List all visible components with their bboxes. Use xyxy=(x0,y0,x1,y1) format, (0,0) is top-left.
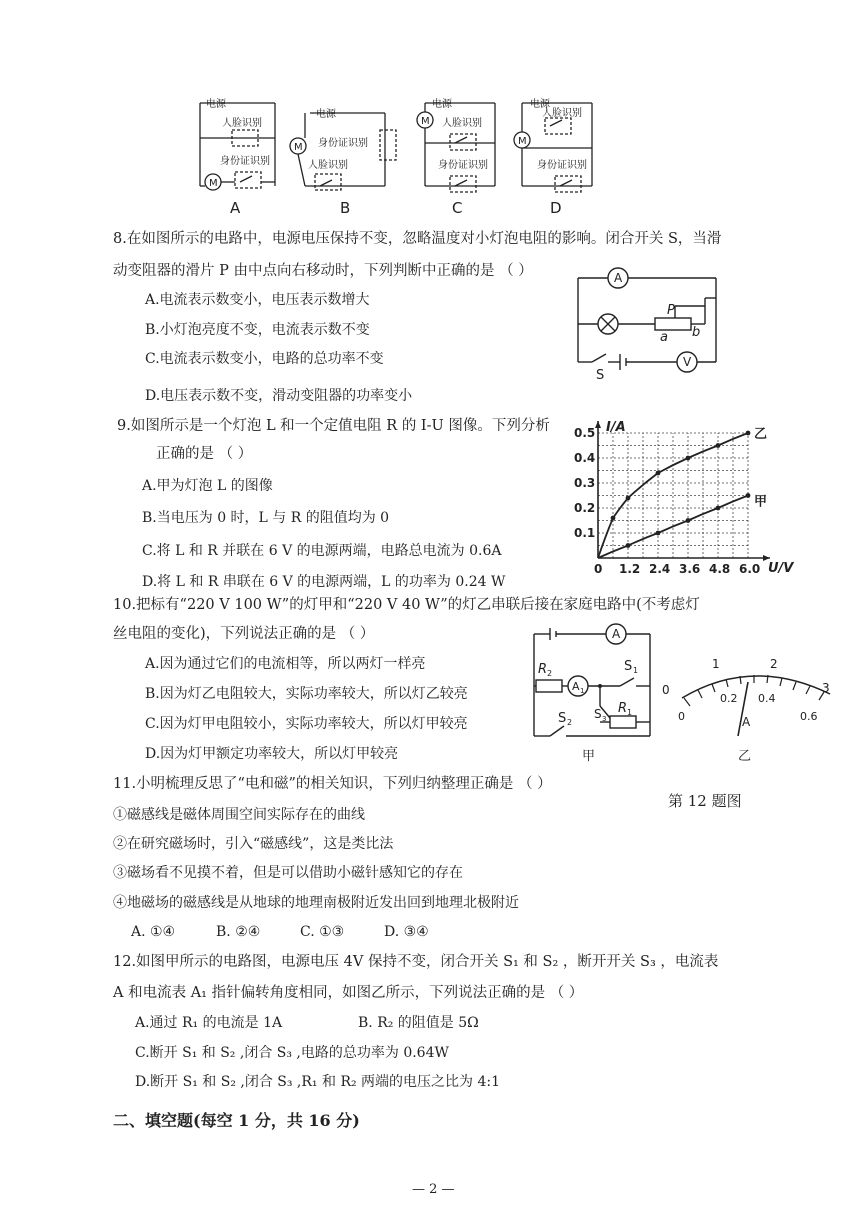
ammeter-label: A xyxy=(614,271,623,285)
q9-option-d: D.将 L 和 R 串联在 6 V 的电源两端，L 的功率为 0.24 W xyxy=(142,574,506,590)
series-point xyxy=(656,471,661,476)
d-face-label: 人脸识别 xyxy=(542,108,582,119)
x-axis-label: U/V xyxy=(768,561,794,576)
ammeter-a1-label: A xyxy=(572,680,580,693)
q12-stem-line2: A 和电流表 A₁ 指针偏转角度相同，如图乙所示，下列说法正确的是 （ ） xyxy=(113,985,584,1001)
series-point xyxy=(746,431,751,436)
section-2-title: 二、填空题(每空 1 分，共 16 分) xyxy=(113,1111,360,1130)
series-point xyxy=(716,443,721,448)
fig-yi-label: 乙 xyxy=(738,749,752,764)
meter-upper-1: 1 xyxy=(712,657,720,671)
s2-label: S xyxy=(558,711,567,726)
q10-option-b: B.因为灯乙电阻较大，实际功率较大，所以灯乙较亮 xyxy=(145,686,468,702)
q8-stem-line1: 8.在如图所示的电路中，电源电压保持不变，忽略温度对小灯泡电阻的影响。闭合开关 S，当滑 xyxy=(113,231,722,247)
series-point xyxy=(611,516,616,521)
y-axis-label: I/A xyxy=(606,420,626,435)
meter-lower-2: 0.4 xyxy=(758,692,776,705)
meter-upper-3: 3 xyxy=(822,681,830,695)
b-motor-label: M xyxy=(294,142,303,153)
x-tick-label: 2.4 xyxy=(649,562,671,576)
svg-text:2: 2 xyxy=(567,718,573,727)
series-point xyxy=(686,518,691,523)
series-point xyxy=(626,496,631,501)
meter-upper-2: 2 xyxy=(770,657,778,671)
q11-choice-c: C. ①③ xyxy=(300,924,345,940)
q12-option-d: D.断开 S₁ 和 S₂ ,闭合 S₃ ,R₁ 和 R₂ 两端的电压之比为 4:1 xyxy=(135,1074,501,1090)
option-letter-c: C xyxy=(452,199,463,217)
q11-item-2: ②在研究磁场时，引入“磁感线”，这是类比法 xyxy=(113,836,394,852)
series-label: 乙 xyxy=(754,427,768,442)
a-motor-label: M xyxy=(209,178,218,189)
q11-item-1: ①磁感线是磁体周围空间实际存在的曲线 xyxy=(113,807,365,823)
q11-choice-d: D. ③④ xyxy=(384,924,429,940)
meter-lower-3: 0.6 xyxy=(800,710,818,723)
meter-needle-label: A xyxy=(742,715,751,729)
r1-label: R xyxy=(618,701,628,716)
q12-stem-line1: 12.如图甲所示的电路图，电源电压 4V 保持不变，闭合开关 S₁ 和 S₂ ，断开开关 S₃ ，电流表 xyxy=(113,954,719,970)
svg-text:1: 1 xyxy=(633,666,639,675)
x-tick-label: 6.0 xyxy=(739,562,761,576)
q11-choice-a: A. ①④ xyxy=(131,924,176,940)
b-id-label: 身份证识别 xyxy=(318,138,368,149)
option-letter-b: B xyxy=(340,199,351,217)
r2-label: R xyxy=(538,662,548,677)
q12-circuit-jia xyxy=(520,618,660,768)
y-tick-label: 0.2 xyxy=(574,501,596,515)
series-line-yi xyxy=(598,433,748,558)
x-tick-label: 0 xyxy=(594,562,603,576)
q12-option-a: A.通过 R₁ 的电流是 1A xyxy=(135,1015,283,1031)
q11-stem: 11.小明梳理反思了“电和磁”的相关知识，下列归纳整理正确是 （ ） xyxy=(113,776,552,792)
q8-option-d: D.电压表示数不变，滑动变阻器的功率变小 xyxy=(145,388,413,404)
b-face-label: 人脸识别 xyxy=(308,160,348,171)
y-tick-label: 0.5 xyxy=(574,426,596,440)
a-face-label: 人脸识别 xyxy=(222,118,262,129)
circuit-b xyxy=(290,113,396,190)
s1-label: S xyxy=(624,659,633,674)
meter-lower-0: 0 xyxy=(678,710,685,723)
y-tick-label: 0.1 xyxy=(574,526,596,540)
q10-stem-line2: 丝电阻的变化)，下列说法正确的是 （ ） xyxy=(113,626,375,642)
q10-option-c: C.因为灯甲电阻较小，实际功率较大，所以灯甲较亮 xyxy=(145,716,468,732)
q9-option-c: C.将 L 和 R 并联在 6 V 的电源两端，电路总电流为 0.6A xyxy=(142,543,502,559)
q10-option-a: A.因为通过它们的电流相等，所以两灯一样亮 xyxy=(145,656,426,672)
y-axis-arrow xyxy=(595,421,601,428)
iu-graph xyxy=(570,420,794,584)
c-power-label: 电源 xyxy=(432,99,452,110)
series-point xyxy=(746,493,751,498)
series-label: 甲 xyxy=(754,494,768,510)
q11-item-4: ④地磁场的磁感线是从地球的地理南极附近发出回到地理北极附近 xyxy=(113,895,519,911)
b-power-label: 电源 xyxy=(316,109,336,120)
option-letter-a: A xyxy=(230,199,241,217)
q12-option-c: C.断开 S₁ 和 S₂ ,闭合 S₃ ,电路的总功率为 0.64W xyxy=(135,1045,449,1061)
q8-stem-line2: 动变阻器的滑片 P 由中点向右移动时，下列判断中正确的是 （ ） xyxy=(113,263,533,279)
q12-figure-caption: 第 12 题图 xyxy=(668,792,742,810)
switch-s-label: S xyxy=(596,368,605,383)
q11-item-3: ③磁场看不见摸不着，但是可以借助小磁针感知它的存在 xyxy=(113,865,463,881)
q9-option-a: A.甲为灯泡 L 的图像 xyxy=(142,478,273,494)
a-id-label: 身份证识别 xyxy=(220,156,270,167)
svg-text:3: 3 xyxy=(602,715,607,723)
c-face-label: 人脸识别 xyxy=(442,118,482,129)
ammeter-a-label: A xyxy=(612,627,621,641)
end-b-label: b xyxy=(692,325,701,340)
circuit-a xyxy=(200,103,275,190)
series-point xyxy=(626,543,631,548)
q9-stem-line1: 9.如图所示是一个灯泡 L 和一个定值电阻 R 的 I-U 图像。下列分析 xyxy=(117,418,550,434)
d-motor-label: M xyxy=(518,136,527,147)
y-tick-label: 0.3 xyxy=(574,476,596,490)
option-letter-d: D xyxy=(550,199,562,217)
svg-text:2: 2 xyxy=(547,669,553,678)
series-point xyxy=(716,506,721,511)
c-motor-label: M xyxy=(421,116,430,127)
q12-option-b: B. R₂ 的阻值是 5Ω xyxy=(358,1015,479,1031)
end-a-label: a xyxy=(660,330,668,345)
c-id-label: 身份证识别 xyxy=(438,160,488,171)
x-tick-label: 4.8 xyxy=(709,562,731,576)
q8-circuit-figure xyxy=(570,262,720,384)
q9-stem-line2: 正确的是 （ ） xyxy=(156,446,253,462)
q8-option-a: A.电流表示数变小，电压表示数增大 xyxy=(145,292,370,308)
y-tick-label: 0.4 xyxy=(574,451,596,465)
series-point xyxy=(656,531,661,536)
fig-jia-label: 甲 xyxy=(582,749,596,764)
q8-option-c: C.电流表示数变小，电路的总功率不变 xyxy=(145,351,384,367)
q9-option-b: B.当电压为 0 时，L 与 R 的阻值均为 0 xyxy=(142,510,390,526)
meter-upper-0: 0 xyxy=(662,683,670,697)
q11-choice-b: B. ②④ xyxy=(216,924,261,940)
s3-label: S xyxy=(594,707,602,721)
meter-lower-1: 0.2 xyxy=(720,692,738,705)
q8-option-b: B.小灯泡亮度不变，电流表示数不变 xyxy=(145,322,370,338)
d-id-label: 身份证识别 xyxy=(537,160,587,171)
a-power-label: 电源 xyxy=(206,99,226,110)
svg-text:1: 1 xyxy=(580,687,585,695)
series-point xyxy=(686,456,691,461)
d-power-label: 电源 xyxy=(530,99,550,110)
svg-text:1: 1 xyxy=(627,708,633,717)
q12-meter-yi xyxy=(660,648,845,768)
q10-stem-line1: 10.把标有“220 V 100 W”的灯甲和“220 V 40 W”的灯乙串联后接在家庭电路中(不考虑灯 xyxy=(113,597,700,613)
x-tick-label: 1.2 xyxy=(619,562,641,576)
slider-p-label: P xyxy=(667,303,675,318)
page-number: — 2 — xyxy=(412,1182,455,1197)
q10-option-d: D.因为灯甲额定功率较大，所以灯甲较亮 xyxy=(145,746,399,762)
voltmeter-label: V xyxy=(683,355,692,369)
q7-circuit-options xyxy=(180,88,600,218)
x-tick-label: 3.6 xyxy=(679,562,701,576)
